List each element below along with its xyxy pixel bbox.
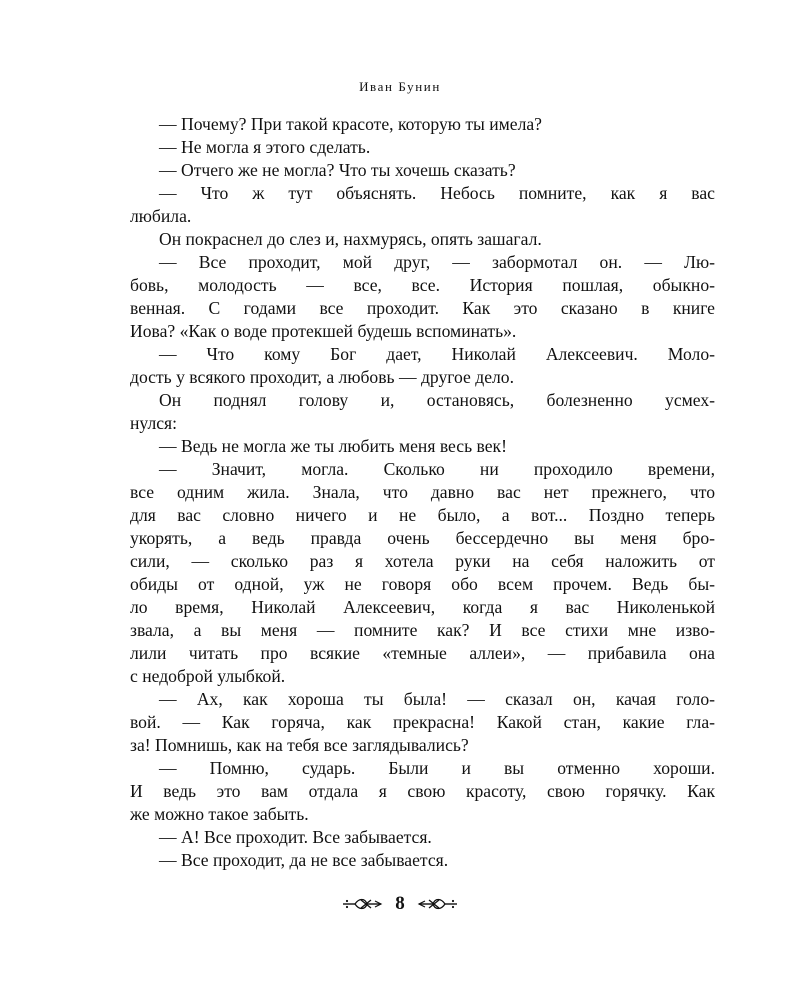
left-ornament-icon (341, 897, 383, 911)
text-line: за! Помнишь, как на тебя все заглядывались? (130, 735, 469, 755)
text-line: дость у всякого проходит, а любовь — другое дело. (130, 367, 514, 387)
text-line: — Значит, могла. Сколько ни проходило времени, (159, 459, 715, 479)
page-footer (0, 893, 800, 915)
text-line: И ведь это вам отдала я свою красоту, свою горячку. Как (130, 781, 715, 801)
body-text (130, 113, 715, 872)
text-line: — Ах, как хороша ты была! — сказал он, качая голо- (159, 689, 715, 709)
text-line: — Помню, сударь. Были и вы отменно хороши. (159, 758, 715, 778)
running-head: Иван Бунин (359, 79, 441, 94)
text-line: же можно такое забыть. (130, 804, 309, 824)
text-line: Он покраснел до слез и, нахмурясь, опять зашагал. (159, 229, 542, 249)
text-line: — А! Все проходит. Все забывается. (159, 827, 432, 847)
right-ornament-icon (417, 897, 459, 911)
text-line: ло время, Николай Алексеевич, когда я вас Николенькой (130, 597, 715, 617)
text-line: лили читать про всякие «темные аллеи», — прибавила она (130, 643, 715, 663)
text-line: все одним жила. Знала, что давно вас нет прежнего, что (130, 482, 715, 502)
text-line: для вас словно ничего и не было, а вот... Поздно теперь (130, 505, 715, 525)
text-line: сили, — сколько раз я хотела руки на себя наложить от (130, 551, 715, 571)
text-line: вой. — Как горяча, как прекрасна! Какой стан, какие гла- (130, 712, 715, 732)
text-line: Иова? «Как о воде протекшей будешь вспоминать». (130, 321, 517, 341)
text-line: с недоброй улыбкой. (130, 666, 286, 686)
text-line: — Ведь не могла же ты любить меня весь век! (159, 436, 507, 456)
text-line: — Все проходит, да не все забывается. (159, 850, 449, 870)
text-line: бовь, молодость — все, все. История пошлая, обыкно- (130, 275, 715, 295)
text-line: обиды от одной, уж не говоря обо всем прочем. Ведь бы- (130, 574, 715, 594)
text-line: — Что ж тут объяснять. Небось помните, как я вас (159, 183, 715, 203)
text-line: венная. С годами все проходит. Как это сказано в книге (130, 298, 715, 318)
text-line: — Не могла я этого сделать. (159, 137, 371, 157)
text-line: — Что кому Бог дает, Николай Алексеевич. Моло- (159, 344, 715, 364)
page-number: 8 (395, 893, 405, 914)
text-line: — Отчего же не могла? Что ты хочешь сказать? (159, 160, 516, 180)
text-line: укорять, а ведь правда очень бессердечно вы меня бро- (130, 528, 715, 548)
text-line: Он поднял голову и, остановясь, болезненно усмех- (159, 390, 715, 410)
text-line: — Почему? При такой красоте, которую ты имела? (159, 114, 542, 134)
text-line: любила. (130, 206, 192, 226)
text-line: нулся: (130, 413, 178, 433)
text-line: звала, а вы меня — помните как? И все стихи мне изво- (130, 620, 715, 640)
text-line: — Все проходит, мой друг, — забормотал он. — Лю- (159, 252, 715, 272)
